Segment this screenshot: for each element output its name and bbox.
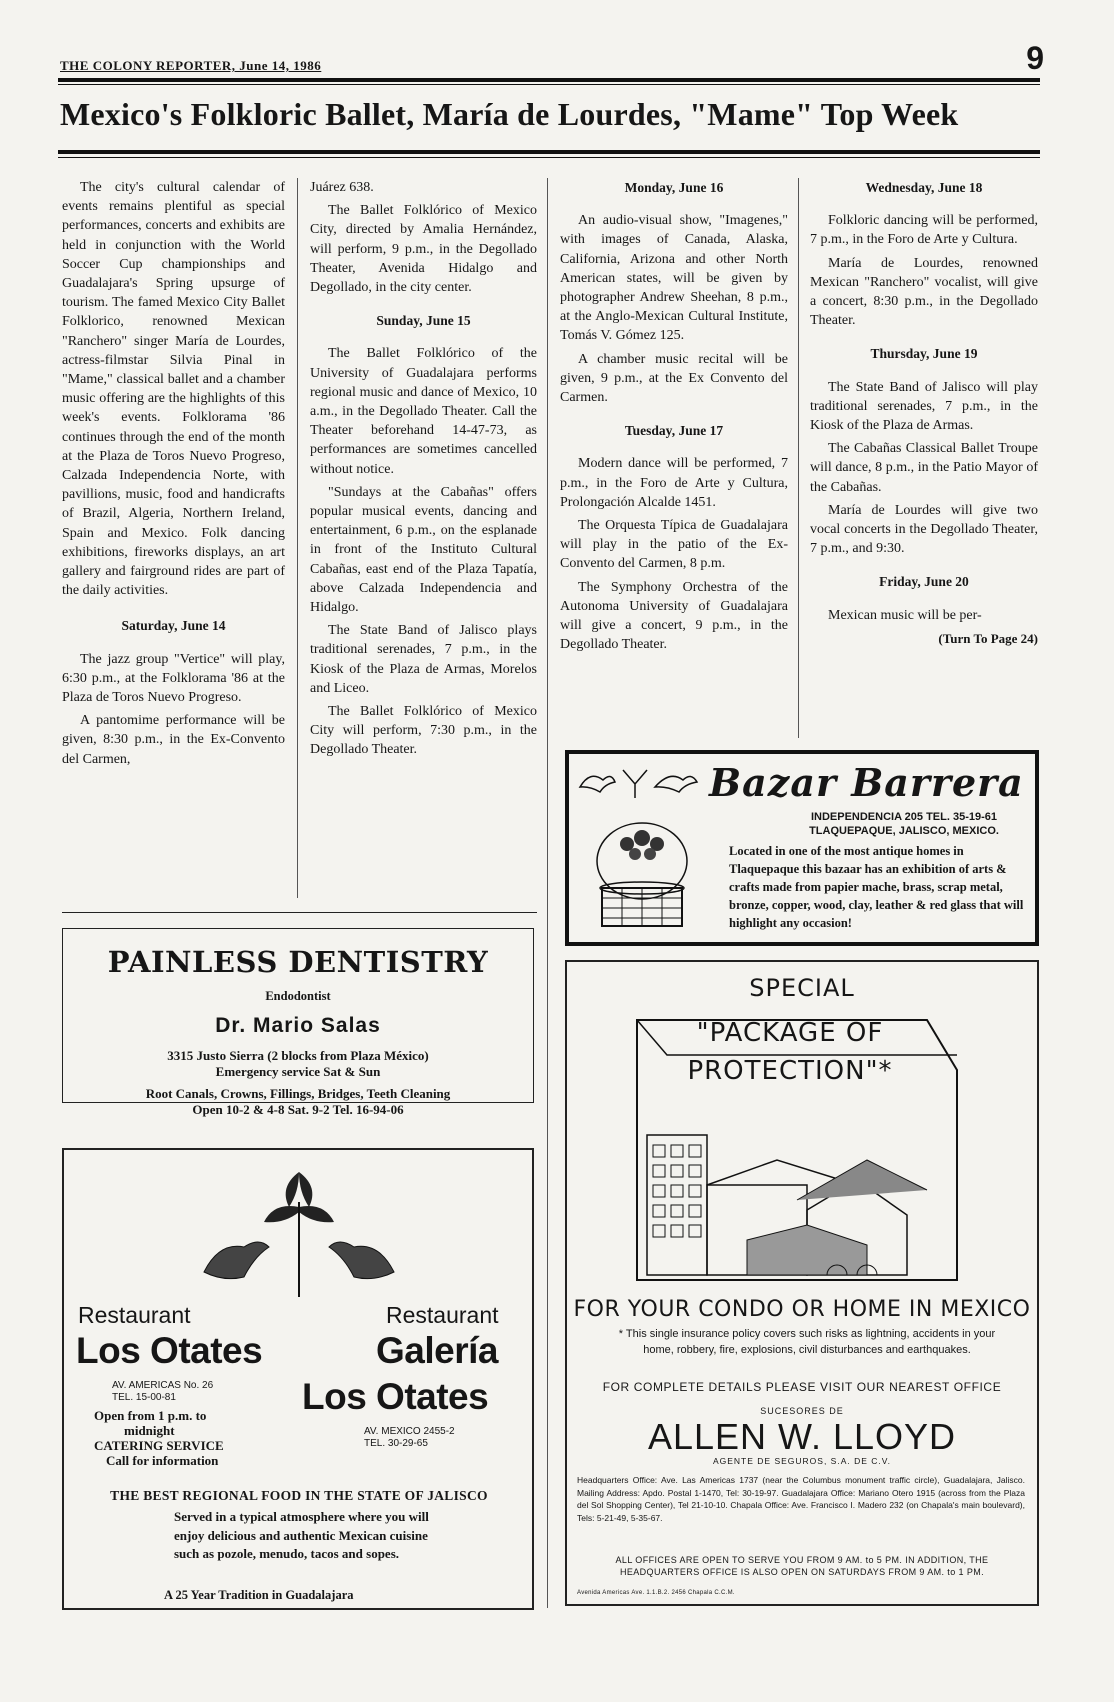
restaurant-tradition: A 25 Year Tradition in Guadalajara (164, 1588, 354, 1602)
fountain-icon (587, 816, 697, 936)
package-line-text: PROTECTION" (687, 1056, 879, 1086)
article-paragraph: The Orquesta Típica de Guadalajara will play in the patio of the Ex-Convento del Carmen, 8 p.m. (560, 518, 788, 572)
left-restaurant-phone: TEL. 15-00-81 (112, 1392, 176, 1403)
section-rule (62, 912, 537, 913)
right-restaurant-address: AV. MEXICO 2455-2 (364, 1426, 455, 1437)
restaurant-description: Served in a typical atmosphere where you will enjoy delicious and authentic Mexican cuisine such as pozole, menudo, tacos and sopes. (174, 1509, 429, 1561)
article-paragraph: Juárez 638. (310, 180, 374, 195)
column-rule (297, 178, 298, 898)
insurance-ad (565, 960, 1039, 1606)
bazar-address-line: INDEPENDENCIA 205 TEL. 35-19-61 (810, 811, 998, 823)
article-paragraph: A chamber music recital will be given, 9 p.m., at the Ex Convento del Carmen. (560, 351, 788, 406)
insurance-offices: Headquarters Office: Ave. Las Americas 1737 (near the Columbus monument traffic circle), Guadalajara, Jalisco. Mailing Address: Apdo. Postal 1-1470, Tel: 30-19-97. Guadalajara Office: Mariano Otero 1915 (across from the Plaza del Sol Shopping Center), Tel 21-10-10. Chapala Office: Ave. Francisco I. Madero 232 (on Chapala's main boulevard), Tels: 5-21-49, 5-35-67. (577, 1475, 1025, 1523)
article-paragraph: Folkloric dancing will be performed, 7 p.m., in the Foro de Arte y Cultura. (810, 213, 1038, 248)
dentist-name: Dr. Mario Salas (215, 1014, 381, 1037)
bazar-address (784, 810, 1024, 838)
left-restaurant-call: Call for information (106, 1453, 219, 1468)
day-heading-wednesday: Wednesday, June 18 (865, 180, 983, 195)
right-restaurant-name: Galería (376, 1330, 498, 1371)
day-heading-sunday: Sunday, June 15 (376, 313, 471, 329)
bazar-description: Located in one of the most antique homes in Tlaquepaque this bazaar has an exhibition of arts & crafts made from papier mache, brass, scrap metal, bronze, copper, wood, clay, leather & red glass that will highlight any occasion! (729, 844, 1024, 930)
article-paragraph: The Ballet Folklórico of Mexico City will perform, 7:30 p.m., in the Degollado Theater. (310, 704, 537, 758)
right-restaurant-phone: TEL. 30-29-65 (364, 1438, 428, 1449)
day-heading-saturday: Saturday, June 14 (121, 618, 226, 634)
insurance-footer: Avenida Americas Ave. 1.1.B.2. 2456 Chapala C.C.M. (577, 1590, 735, 1596)
article-paragraph: "Sundays at the Cabañas" offers popular musical events, dancing and entertainment, 6 p.m., on the esplanade in front of the Instituto Cultural Cabañas, east end of the Plaza Tapatía, above Calzada Independencia and Hidalgo. (310, 484, 537, 616)
insurance-agent: AGENTE DE SEGUROS, S.A. DE C.V. (712, 1456, 892, 1466)
day-heading-tuesday: Tuesday, June 17 (624, 423, 724, 439)
page-number: 9 (1026, 40, 1044, 76)
package-of-protection (645, 1014, 935, 1090)
package-line-2 (645, 1052, 935, 1090)
article-paragraph: The State Band of Jalisco plays traditional serenades, 7 p.m., in the Kiosk of the Plaza de Armas, Morelos and Liceo. (310, 623, 537, 696)
headline-rule-thin (58, 157, 1040, 158)
dentistry-address: 3315 Justo Sierra (2 blocks from Plaza México) (167, 1048, 429, 1063)
column-rule (798, 178, 799, 738)
bazar-address-line: TLAQUEPAQUE, JALISCO, MEXICO. (809, 825, 999, 837)
column-rule (547, 178, 548, 1608)
left-restaurant-hours: Open from 1 p.m. to (94, 1408, 207, 1423)
insurance-company: ALLEN W. LLOYD (647, 1416, 957, 1457)
restaurant-ad (62, 1148, 534, 1610)
insurance-special: SPECIAL (749, 974, 855, 1002)
masthead-rule-thin (58, 84, 1040, 85)
article-column-4 (810, 178, 1038, 648)
insurance-hours: ALL OFFICES ARE OPEN TO SERVE YOU FROM 9 AM. to 5 PM. IN ADDITION, THE HEADQUARTERS OFFICE IS ALSO OPEN ON SATURDAYS FROM 9 AM. to 1 PM. (615, 1555, 989, 1577)
article-paragraph: Mexican music will be per- (828, 607, 982, 623)
dentistry-hours: Open 10-2 & 4-8 Sat. 9-2 Tel. 16-94-06 (192, 1102, 404, 1117)
insurance-sucesores: SUCESORES DE (760, 1406, 844, 1416)
article-paragraph: The city's cultural calendar of events remains plentiful as special performances, concerts and exhibits are held in conjunction with the World Soccer Cup championships and Guadalajara's Spring upsurge of tourism. The famed Mexico City Ballet Folklorico, renowned Mexican "Ranchero" singer María de Lourdes, actress-filmstar Silvia Pinal in "Mame," classical ballet and a chamber music offering are the highlights of this week's events. Folklorama '86 continues through the end of the month at the Plaza de Toros Nuevo Progreso, Calzada Independencia Norte, with pavillions, music, food and handicrafts of Brazil, Algeria, Northern Ireland, Spain and Mexico. Folk dancing exhibitions, fireworks displays, an art gallery and fairground rides are part of the daily activities. (62, 180, 285, 599)
dentistry-ad (62, 928, 534, 1117)
day-heading-friday: Friday, June 20 (879, 574, 969, 590)
turn-to-page: (Turn To Page 24) (938, 630, 1038, 646)
right-restaurant-name-2: Los Otates (302, 1376, 489, 1417)
article-column-3 (560, 178, 788, 658)
article-paragraph: The jazz group "Vertice" will play, 6:30 p.m., at the Folklorama '86 at the Plaza de Toros Nuevo Progreso. (62, 651, 285, 706)
article-paragraph: The Ballet Folklórico of Mexico City, directed by Amalia Hernández, will perform, 9 p.m., in the Degollado Theater, Avenida Hidalgo and Degollado, in the city center. (310, 203, 537, 296)
asterisk-mark: * (878, 1056, 893, 1086)
article-column-1 (62, 178, 285, 773)
package-line: "PACKAGE OF (696, 1018, 884, 1048)
headline: Mexico's Folkloric Ballet, María de Lourdes, "Mame" Top Week (60, 96, 959, 132)
article-paragraph: The Cabañas Classical Ballet Troupe will dance, 8 p.m., in the Patio Mayor of the Cabañas. (810, 441, 1038, 495)
masthead-rule (58, 78, 1040, 82)
left-restaurant-hours-2: midnight (124, 1423, 175, 1438)
leaf-birds-icon (184, 1162, 414, 1302)
dentistry-subtitle: Endodontist (265, 989, 331, 1003)
article-paragraph: The Ballet Folklórico of the University of Guadalajara performs regional music and dance of Mexico, 10 a.m., in the Degollado Theater. Call the Theater beforehand 14-47-73, as performances are sometimes cancelled without notice. (310, 346, 537, 477)
headline-rule (58, 150, 1040, 154)
doves-icon (575, 762, 705, 802)
restaurant-banner: THE BEST REGIONAL FOOD IN THE STATE OF JALISCO (110, 1488, 488, 1503)
day-heading-monday: Monday, June 16 (624, 180, 724, 195)
insurance-headline: FOR YOUR CONDO OR HOME IN MEXICO (573, 1297, 1031, 1322)
right-restaurant-label: Restaurant (386, 1302, 499, 1328)
article-paragraph: The State Band of Jalisco will play traditional serenades, 7 p.m., in the Kiosk of the Plaza de Armas. (810, 379, 1038, 434)
article-paragraph: María de Lourdes will give two vocal concerts in the Degollado Theater, 7 p.m., and 9:30. (810, 502, 1038, 557)
dentistry-services: Root Canals, Crowns, Fillings, Bridges, Teeth Cleaning (145, 1086, 451, 1101)
article-paragraph: A pantomime performance will be given, 8:30 p.m., in the Ex-Convento del Carmen, (62, 713, 285, 767)
dentistry-title: PAINLESS DENTISTRY (107, 945, 489, 979)
insurance-coverage: * This single insurance policy covers such risks as lightning, accidents in your home, robbery, fire, explosions, civil disturbances and earthquakes. (618, 1328, 996, 1356)
day-heading-thursday: Thursday, June 19 (870, 346, 978, 362)
article-paragraph: Modern dance will be performed, 7 p.m., in the Foro de Arte y Cultura, Prolongación Alcalde 1451. (560, 456, 788, 510)
dentistry-emergency: Emergency service Sat & Sun (215, 1064, 381, 1079)
bazar-title: Bazar Barrera (709, 760, 1024, 805)
bazar-barrera-ad (565, 750, 1039, 946)
article-paragraph: An audio-visual show, "Imagenes," with images of Canada, Alaska, California, Arizona and other North American states, will be given by photographer Andrew Sheehan, 8 p.m., at the Anglo-Mexican Cultural Institute, Tomás V. Gómez 125. (560, 213, 788, 344)
masthead: THE COLONY REPORTER, June 14, 1986 (60, 58, 322, 73)
article-paragraph: María de Lourdes, renowned Mexican "Ranchero" vocalist, will give a concert, 8:30 p.m., in the Degollado Theater. (810, 255, 1038, 329)
left-restaurant-address: AV. AMERICAS No. 26 (112, 1380, 214, 1391)
left-restaurant-name: Los Otates (76, 1330, 263, 1371)
insurance-visit: FOR COMPLETE DETAILS PLEASE VISIT OUR NEAREST OFFICE (602, 1380, 1002, 1394)
article-paragraph: The Symphony Orchestra of the Autonoma University of Guadalajara will give a concert, 9 p.m., in the Degollado Theater. (560, 579, 788, 653)
left-restaurant-label: Restaurant (78, 1302, 191, 1328)
article-column-2 (310, 178, 537, 764)
left-restaurant-catering: CATERING SERVICE (94, 1438, 224, 1453)
